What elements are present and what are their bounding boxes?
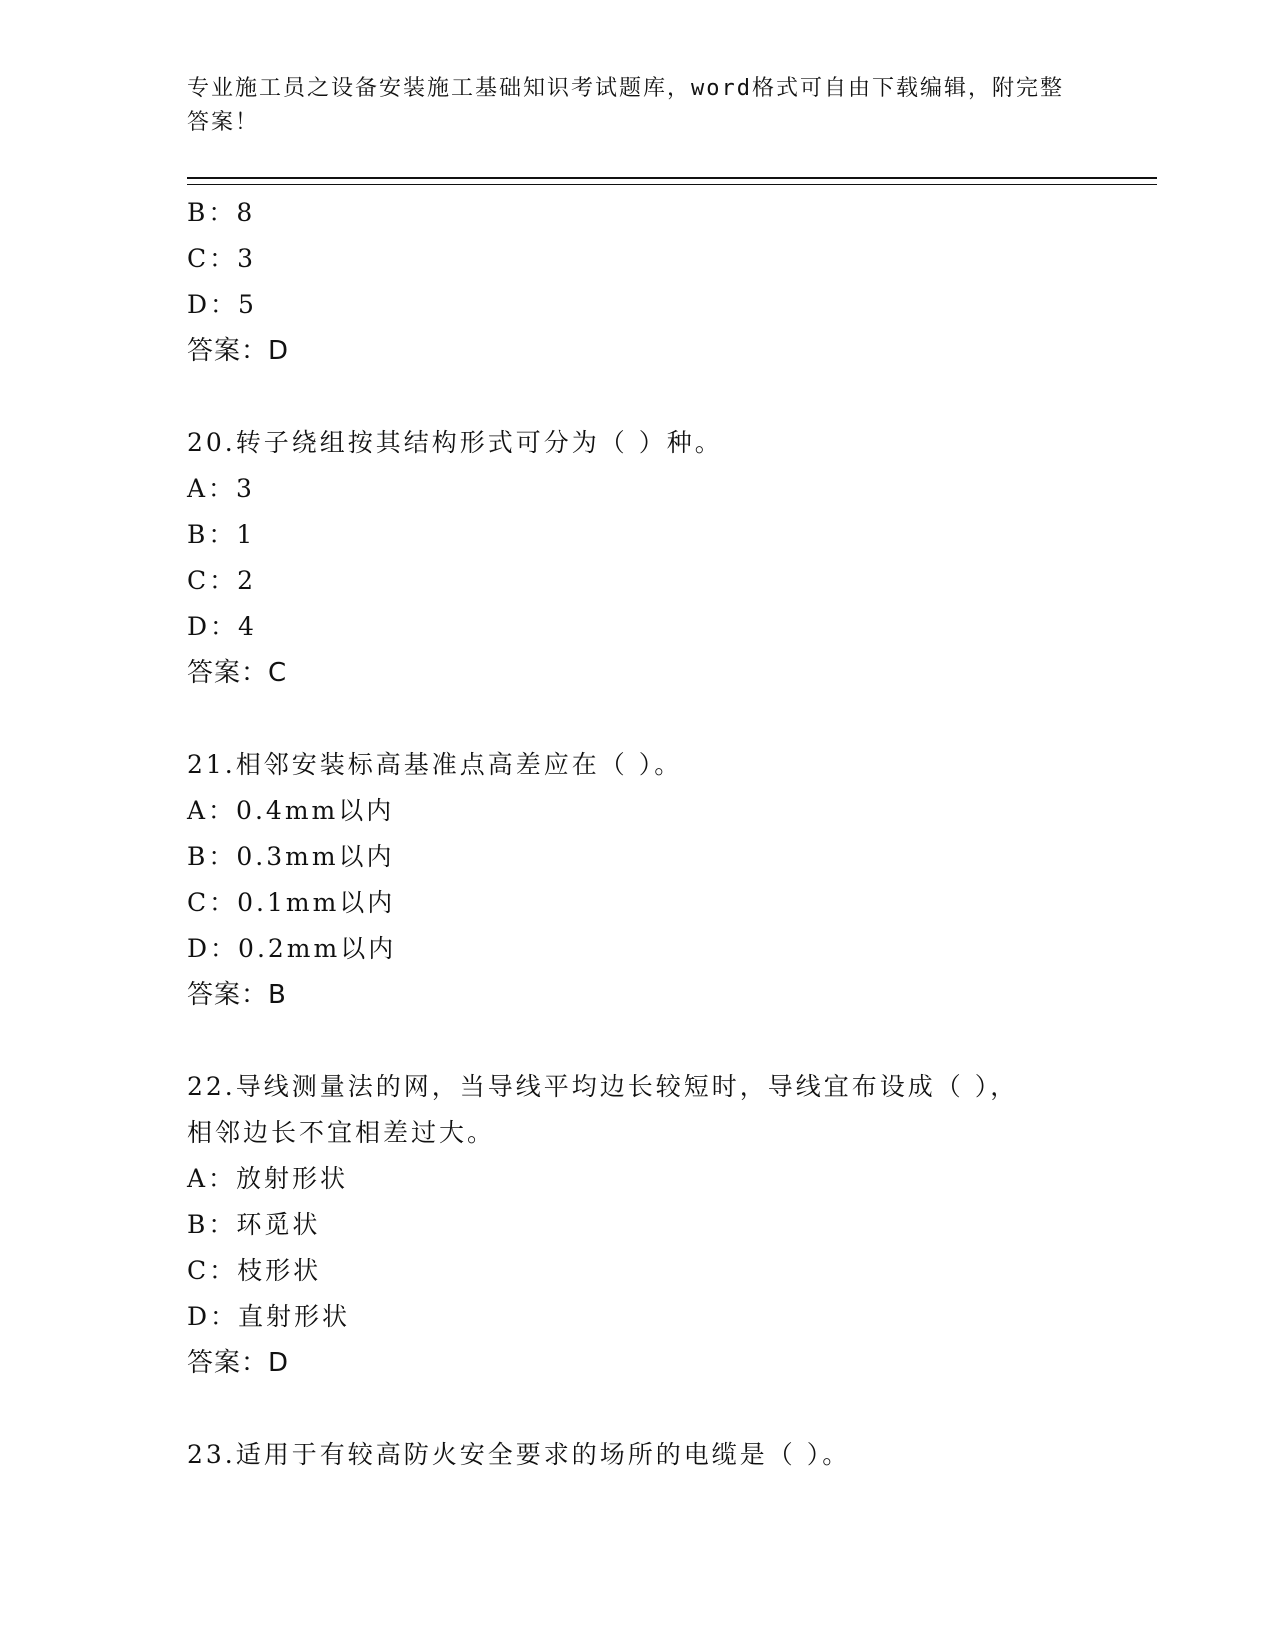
option-a: A：放射形状 <box>187 1164 349 1193</box>
option-a: A：0.4mm以内 <box>187 796 395 825</box>
answer-line: 答案：B <box>187 980 287 1010</box>
option-c: C：0.1mm以内 <box>187 888 396 917</box>
question-stem: 21.相邻安装标高基准点高差应在（ ）。 <box>187 750 683 779</box>
option-c: C：3 <box>187 244 257 273</box>
question-list <box>187 190 1147 1478</box>
question-stem: 20.转子绕组按其结构形式可分为（ ）种。 <box>187 428 723 457</box>
question-stem: 23.适用于有较高防火安全要求的场所的电缆是（ ）。 <box>187 1440 851 1469</box>
header-divider-thin <box>187 184 1157 185</box>
option-c: C：2 <box>187 566 257 595</box>
answer-line: 答案：D <box>187 1348 290 1378</box>
question-stem-line-2: 相邻边长不宜相差过大。 <box>187 1118 496 1147</box>
option-b: B：1 <box>187 520 256 549</box>
option-c: C：枝形状 <box>187 1256 322 1285</box>
option-a: A：3 <box>187 474 255 503</box>
option-d: D：4 <box>187 612 257 641</box>
option-d: D：直射形状 <box>187 1302 351 1331</box>
option-d: D：5 <box>187 290 257 319</box>
header-divider-thick <box>187 177 1157 179</box>
option-d: D：0.2mm以内 <box>187 934 397 963</box>
answer-line: 答案：D <box>187 336 290 366</box>
answer-line: 答案：C <box>187 658 288 688</box>
option-b: B：环觅状 <box>187 1210 321 1239</box>
question-stem-line-1: 22.导线测量法的网，当导线平均边长较短时，导线宜布设成（ ）， <box>187 1072 1019 1101</box>
document-header: 专业施工员之设备安装施工基础知识考试题库，word格式可自由下载编辑，附完整答案！ <box>187 76 1064 135</box>
option-b: B：8 <box>187 198 256 227</box>
option-b: B：0.3mm以内 <box>187 842 395 871</box>
